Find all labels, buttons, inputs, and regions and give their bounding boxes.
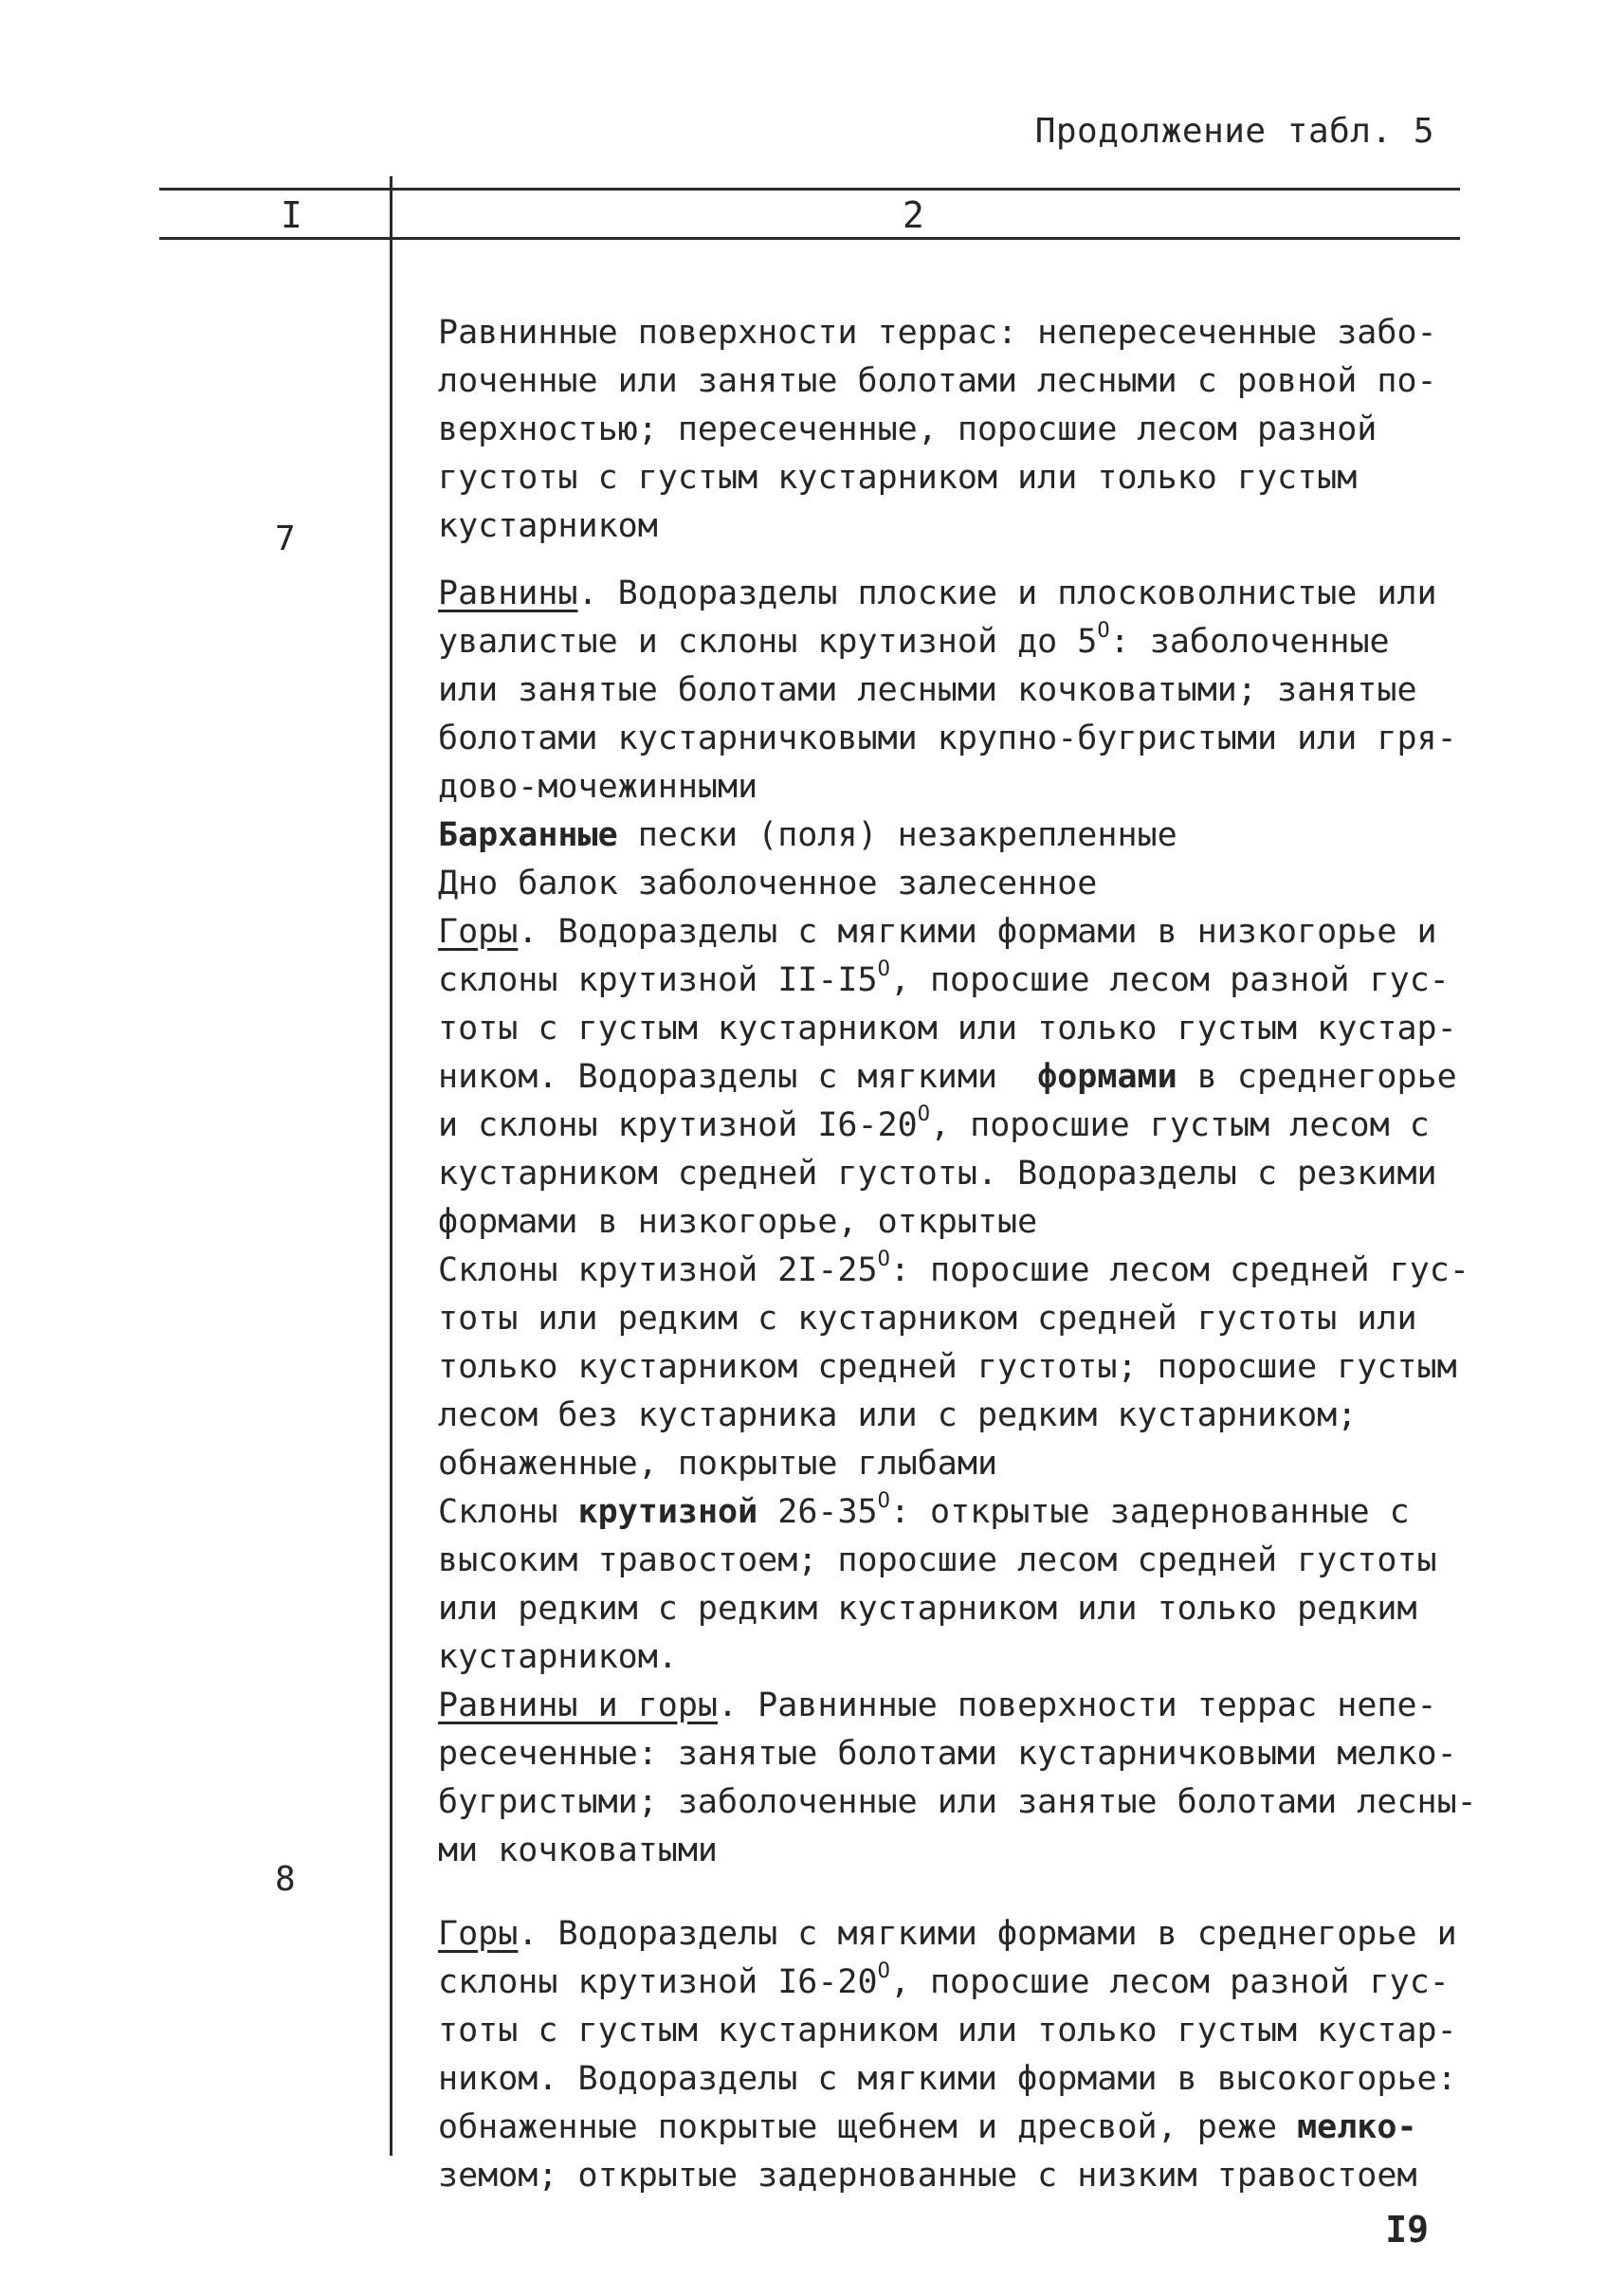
text-span: в среднегорье [1177, 1058, 1457, 1096]
page-number: I9 [1385, 2209, 1429, 2250]
text-span: склоны крутизной I6-20 [438, 1963, 878, 2001]
section-heading-mountains: Горы [438, 913, 519, 951]
text-line: только кустарником средней густоты; поросшие густым [438, 1348, 1457, 1386]
text-span: , поросшие густым лесом с [929, 1106, 1430, 1144]
column-1-header: I [281, 194, 302, 236]
text-span: . Водоразделы плоские и плосковолнистые или [577, 574, 1437, 612]
bold-term: Барханные [438, 816, 618, 854]
degree-mark: О [877, 1959, 890, 1983]
degree-mark: О [877, 957, 890, 981]
text-span: : поросшие лесом средней гус- [889, 1251, 1469, 1289]
text-line: обнаженные, покрытые глыбами [438, 1445, 998, 1483]
text-span: увалистые и склоны крутизной до 5 [438, 623, 1098, 661]
text-span: склоны крутизной II-I5 [438, 961, 878, 999]
text-span: Склоны [438, 1493, 578, 1531]
bold-term: мелко- [1297, 2108, 1417, 2146]
degree-mark: О [1097, 619, 1110, 643]
text-line: Равнинные поверхности террас: непересеченные забо- [438, 314, 1437, 352]
text-block-terraces [438, 261, 1437, 551]
degree-mark: О [917, 1102, 930, 1126]
text-line: верхностью; пересеченные, поросшие лесом разной [438, 410, 1378, 448]
text-span: 26-35 [757, 1493, 878, 1531]
text-line: кустарником. [438, 1638, 678, 1676]
text-span: : открытые задернованные с [889, 1493, 1410, 1531]
text-line: Дно балок заболоченное залесенное [438, 865, 1098, 902]
text-line: или занятые болотами лесными кочковатыми; занятые [438, 671, 1417, 709]
text-line: тоты с густым кустарником или только густым кустар- [438, 2012, 1457, 2050]
text-line: болотами кустарничковыми крупно-бугристыми или гря- [438, 720, 1457, 757]
text-span: . Равнинные поверхности террас непе- [718, 1686, 1437, 1724]
bold-term: формами [1037, 1058, 1177, 1096]
text-line: тоты с густым кустарником или только густым кустар- [438, 1010, 1457, 1048]
text-line: формами в низкогорье, открытые [438, 1203, 1038, 1241]
text-line: густоты с густым кустарником или только густым [438, 459, 1358, 497]
text-line: земом; открытые задернованные с низким травостоем [438, 2157, 1417, 2195]
row-number-8: 8 [275, 1860, 296, 1899]
text-line: высоким травостоем; поросшие лесом средней густоты [438, 1541, 1437, 1579]
text-line: кустарником средней густоты. Водоразделы с резкими [438, 1155, 1437, 1193]
text-line: дово-мочежинными [438, 768, 758, 806]
text-span: . Водоразделы с мягкими формами в среднегорье и [518, 1915, 1457, 1953]
text-span: . Водоразделы с мягкими формами в низкогорье и [518, 913, 1437, 951]
table-top-rule [159, 188, 1460, 191]
text-block-category-8 [438, 1862, 1457, 2200]
section-heading-plains-and-mountains: Равнины и горы [438, 1686, 719, 1724]
section-heading-mountains: Горы [438, 1915, 519, 1953]
table-continuation-label: Продолжение табл. 5 [1034, 112, 1434, 151]
text-line: лоченные или занятые болотами лесными с ровной по- [438, 362, 1437, 400]
section-heading-plains: Равнины [438, 574, 578, 612]
text-span: , поросшие лесом разной гус- [889, 961, 1450, 999]
row-number-7: 7 [275, 519, 296, 558]
text-line: или редким с редким кустарником или только редким [438, 1590, 1417, 1628]
text-line: лесом без кустарника или с редким кустарником; [438, 1396, 1358, 1434]
degree-mark: О [877, 1248, 890, 1271]
table-header-rule [159, 237, 1460, 240]
text-span: : заболоченные [1109, 623, 1390, 661]
text-line: тоты или редким с кустарником средней густоты или [438, 1300, 1417, 1338]
text-line: кустарником [438, 507, 658, 545]
text-span: пески (поля) незакрепленные [617, 816, 1177, 854]
text-span: ником. Водоразделы с мягкими [438, 1058, 1038, 1096]
text-line: ми кочковатыми [438, 1831, 719, 1869]
text-span: Склоны крутизной 2I-25 [438, 1251, 878, 1289]
degree-mark: О [877, 1489, 890, 1513]
text-line: бугристыми; заболоченные или занятые болотами лесны- [438, 1783, 1477, 1821]
text-line: ником. Водоразделы с мягкими формами в высокогорье: [438, 2060, 1457, 2098]
table-column-divider [390, 176, 392, 2156]
column-2-header: 2 [903, 194, 924, 236]
text-span: обнаженные покрытые щебнем и дресвой, реже [438, 2108, 1298, 2146]
text-span: и склоны крутизной I6-20 [438, 1106, 918, 1144]
bold-term: крутизной [577, 1493, 758, 1531]
text-span: , поросшие лесом разной гус- [889, 1963, 1450, 2001]
text-line: ресеченные: занятые болотами кустарничковыми мелко- [438, 1735, 1457, 1773]
text-block-category-7 [438, 521, 1477, 1875]
